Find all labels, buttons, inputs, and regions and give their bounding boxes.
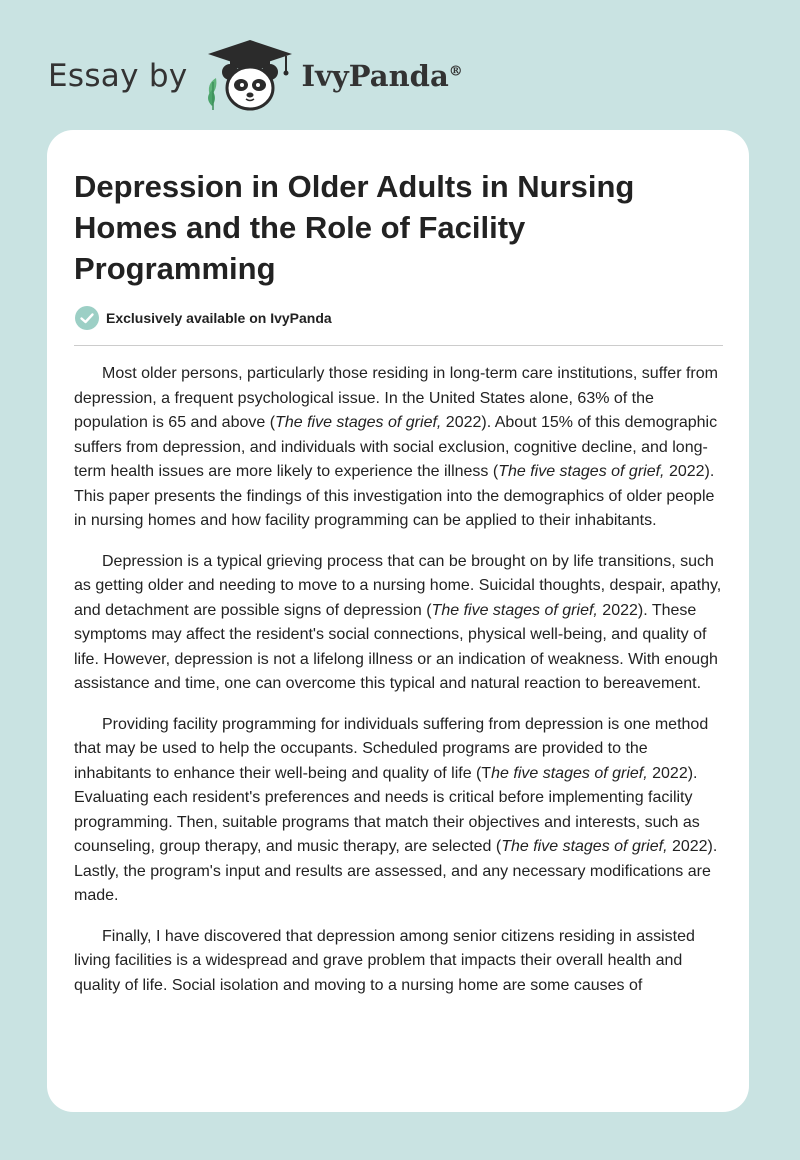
text-run: 2022). About 15% of this demographic suffers from depression, and individuals with social exclusion, cognitive decline, and long-term health issues are more likely to experience the illness (: [74, 414, 718, 480]
essay-card: [47, 130, 749, 1112]
citation-title: The five stages of grief,: [501, 838, 668, 855]
citation-title: The five stages of grief,: [498, 463, 665, 480]
citation-title: The five stages of grief,: [275, 414, 442, 431]
registered-mark: ®: [448, 63, 463, 80]
text-run: 2022). Evaluating each resident's preferences and needs is critical before implementing facility programming. Then, suitable programs that match their objectives and interests, such as counseling, group therapy, and music therapy, are selected (: [74, 764, 700, 855]
paragraph-4: [74, 925, 726, 999]
text-run: Providing facility programming for individuals suffering from depression is one method that may be used to help the occupants. Scheduled programs are provided to the inhabitants to enhance their well-being and quality of life (T: [74, 715, 709, 782]
brand-prefix: Essay by: [48, 58, 188, 94]
panda-graduate-logo-icon: [202, 38, 298, 114]
text-run: 2022). These symptoms may affect the resident's social connections, physical well-being, and quality of life. However, depression is not a lifelong illness or an indication of weakness. With enough assistance and time, one can overcome this typical and natural reaction to bereavement.: [74, 601, 718, 692]
paragraph-1: [74, 362, 726, 534]
text-run: Depression is a typical grieving process that can be brought on by life transitions, such as getting older and needing to move to a nursing home. Suicidal thoughts, despair, apathy, and detachment are possible signs of depression (: [74, 552, 722, 619]
brand-logo-link[interactable]: [48, 36, 463, 116]
text-run: Finally, I have discovered that depression among senior citizens residing in assisted living facilities is a widespread and grave problem that impacts their overall health and quality of life. Social isolation and moving to a nursing home are some causes of: [74, 927, 695, 994]
text-run: Most older persons, particularly those residing in long-term care institutions, suffer from depression, a frequent psychological issue. In the United States alone, 63% of the population is 65 and above (: [74, 365, 718, 431]
paragraph-2: [74, 550, 726, 697]
brand-name: IvyPanda®: [301, 59, 463, 93]
check-circle-icon: [74, 305, 100, 331]
citation-title: he five stages of grief,: [491, 764, 648, 782]
essay-body: [74, 362, 726, 1014]
text-run: 2022). Lastly, the program's input and results are assessed, and any necessary modifications are made.: [74, 838, 718, 904]
divider: [74, 345, 723, 346]
essay-title: Depression in Older Adults in Nursing Homes and the Role of Facility Programming: [74, 169, 635, 286]
citation-title: The five stages of grief,: [431, 601, 598, 619]
exclusive-label: Exclusively available on IvyPanda: [106, 310, 332, 326]
site-header: [0, 0, 800, 130]
text-run: 2022). This paper presents the findings of this investigation into the demographics of older people in nursing homes and how facility programming can be applied to their inhabitants.: [74, 463, 715, 529]
exclusive-badge: [74, 305, 332, 331]
paragraph-3: [74, 713, 726, 909]
